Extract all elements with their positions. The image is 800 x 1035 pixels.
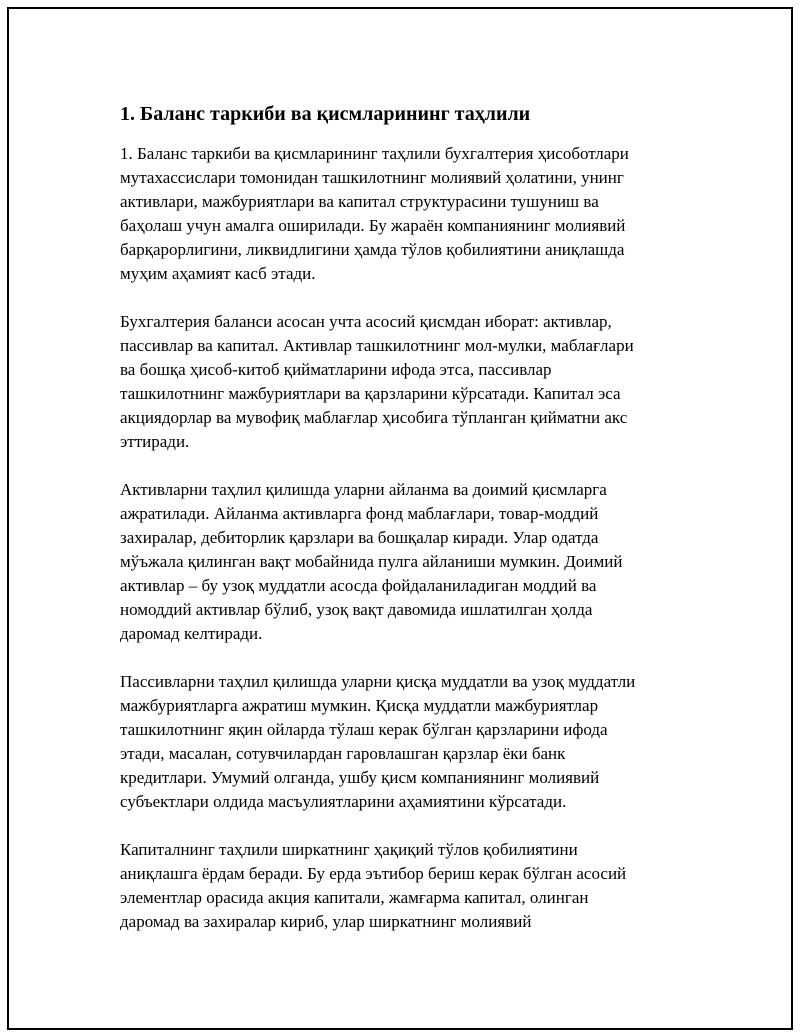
document-title: 1. Баланс таркиби ва қисмларининг таҳлили [120,103,531,125]
paragraph-4: Пассивларни таҳлил қилишда уларни қисқа муддатли ва узоқ муддатли мажбуриятларга ажратиш мумкин. Қисқа муддатли мажбуриятлар ташкилотнинг яқин ойларда тўлаш керак бўлган қарзларини ифода этади, масалан, сотувчилардан гаровлашган қарзлар ёки банк кредитлари. Умумий олганда, ушбу қисм компаниянинг молиявий субъектлари олдида масъулиятларини аҳамиятини кўрсатади. [120,672,636,811]
paragraph-2: Бухгалтерия баланси асосан учта асосий қисмдан иборат: активлар, пассивлар ва капитал. Активлар ташкилотнинг мол-мулки, маблағлари ва бошқа ҳисоб-китоб қийматларини ифода этса, пассивлар ташкилотнинг мажбуриятлари ва қарзларини кўрсатади. Капитал эса акциядорлар ва мувофиқ маблағлар ҳисобига тўпланган қийматни акс эттиради. [120,312,634,451]
paragraph-1: 1. Баланс таркиби ва қисмларининг таҳлили бухгалтерия ҳисоботлари мутахассислари томонидан ташкилотнинг молиявий ҳолатини, унинг активлари, мажбуриятлари ва капитал структурасини тушуниш ва баҳолаш учун амалга оширилади. Бу жараён компаниянинг молиявий барқарорлигини, ликвидлигини ҳамда тўлов қобилиятини аниқлашда муҳим аҳамият касб этади. [120,144,629,283]
paragraph-5: Капиталнинг таҳлили ширкатнинг ҳақиқий тўлов қобилиятини аниқлашга ёрдам беради. Бу ерда эътибор бериш керак бўлган асосий элементлар орасида акция капитали, жамғарма капитал, олинган даромад ва захиралар кириб, улар ширкатнинг молиявий [120,840,627,931]
paragraph-3: Активларни таҳлил қилишда уларни айланма ва доимий қисмларга ажратилади. Айланма активларга фонд маблағлари, товар-моддий захиралар, дебиторлик қарзлари ва бошқалар киради. Улар одатда мўъжала қилинган вақт мобайнида пулга айланиши мумкин. Доимий активлар – бу узоқ муддатли асосда фойдаланиладиган моддий ва номоддий активлар бўлиб, узоқ вақт давомида ишлатилган ҳолда даромад келтиради. [120,480,623,643]
document-body [120,100,690,958]
page-frame [7,7,793,1030]
